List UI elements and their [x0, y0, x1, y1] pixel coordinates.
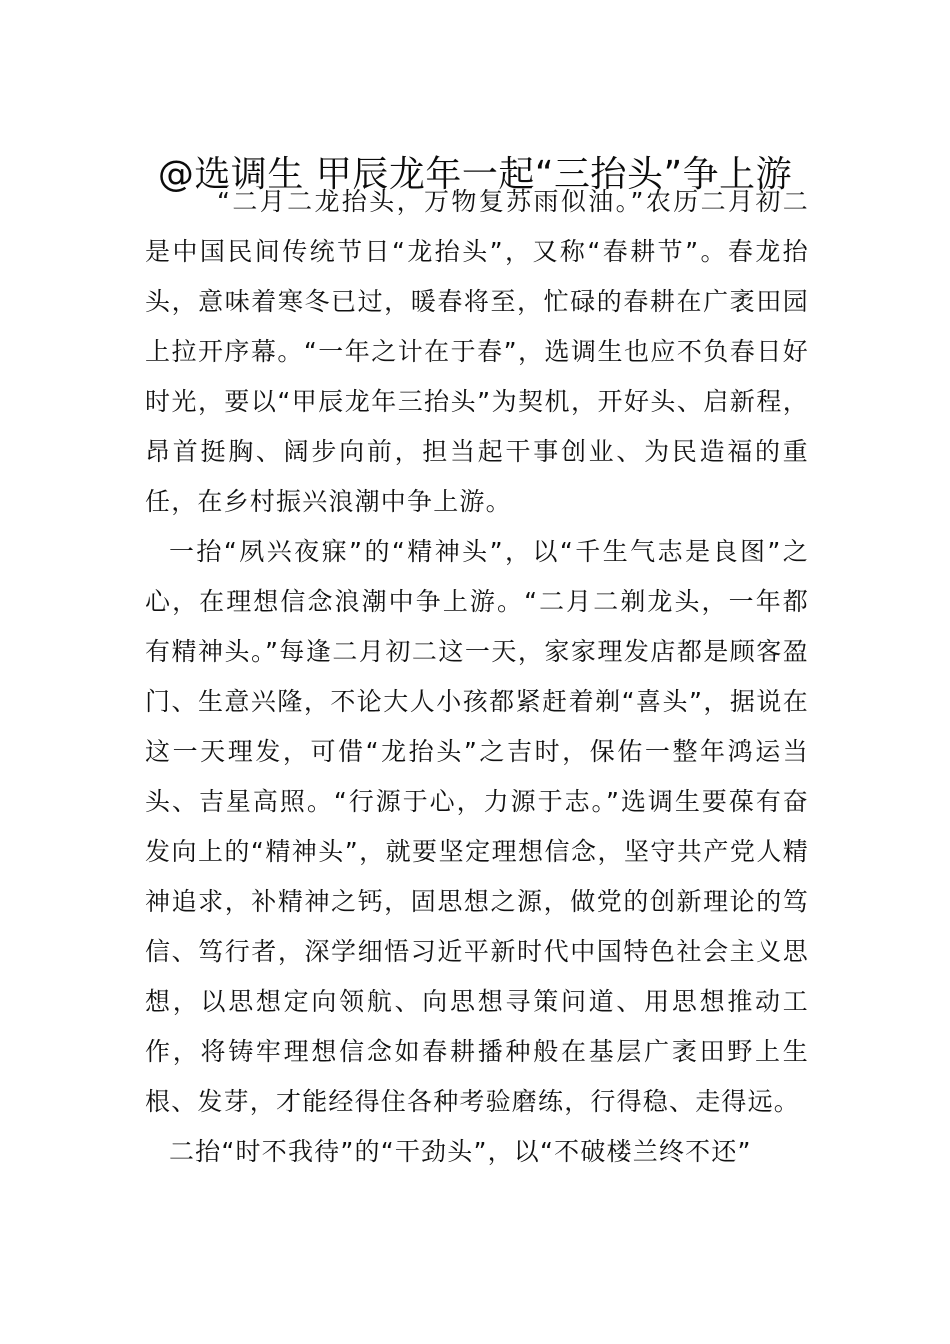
- document-body: [145, 177, 809, 1177]
- document-title: @选调生 甲辰龙年一起“三抬头”争上游: [157, 154, 793, 196]
- paragraph-spirit: 一抬“夙兴夜寐”的“精神头”，以“千生气志是良图”之心，在理想信念浪潮中争上游。“二月二剃龙头，一年都有精神头。”每逢二月初二这一天，家家理发店都是顾客盈门、生意兴隆，不论大人小孩都紧赶着剃“喜头”，据说在这一天理发，可借“龙抬头”之吉时，保佑一整年鸿运当头、吉星高照。“行源于心，力源于志。”选调生要葆有奋发向上的“精神头”，就要坚定理想信念，坚守共产党人精神追求，补精神之钙，固思想之源，做党的创新理论的笃信、笃行者，深学细悟习近平新时代中国特色社会主义思想，以思想定向领航、向思想寻策问道、用思想推动工作，将铸牢理想信念如春耕播种般在基层广袤田野上生根、发芽，才能经得住各种考验磨练，行得稳、走得远。: [145, 537, 809, 1116]
- paragraph-intro: “二月二龙抬头，万物复苏雨似油。”农历二月初二是中国民间传统节日“龙抬头”，又称“春耕节”。春龙抬头，意味着寒冬已过，暖春将至，忙碌的春耕在广袤田园上拉开序幕。“一年之计在于春”，选调生也应不负春日好时光，要以“甲辰龙年三抬头”为契机，开好头、启新程，昂首挺胸、阔步向前，担当起干事创业、为民造福的重任，在乡村振兴浪潮中争上游。: [145, 187, 809, 516]
- paragraph-drive: 二抬“时不我待”的“干劲头”，以“不破楼兰终不还”: [169, 1137, 752, 1166]
